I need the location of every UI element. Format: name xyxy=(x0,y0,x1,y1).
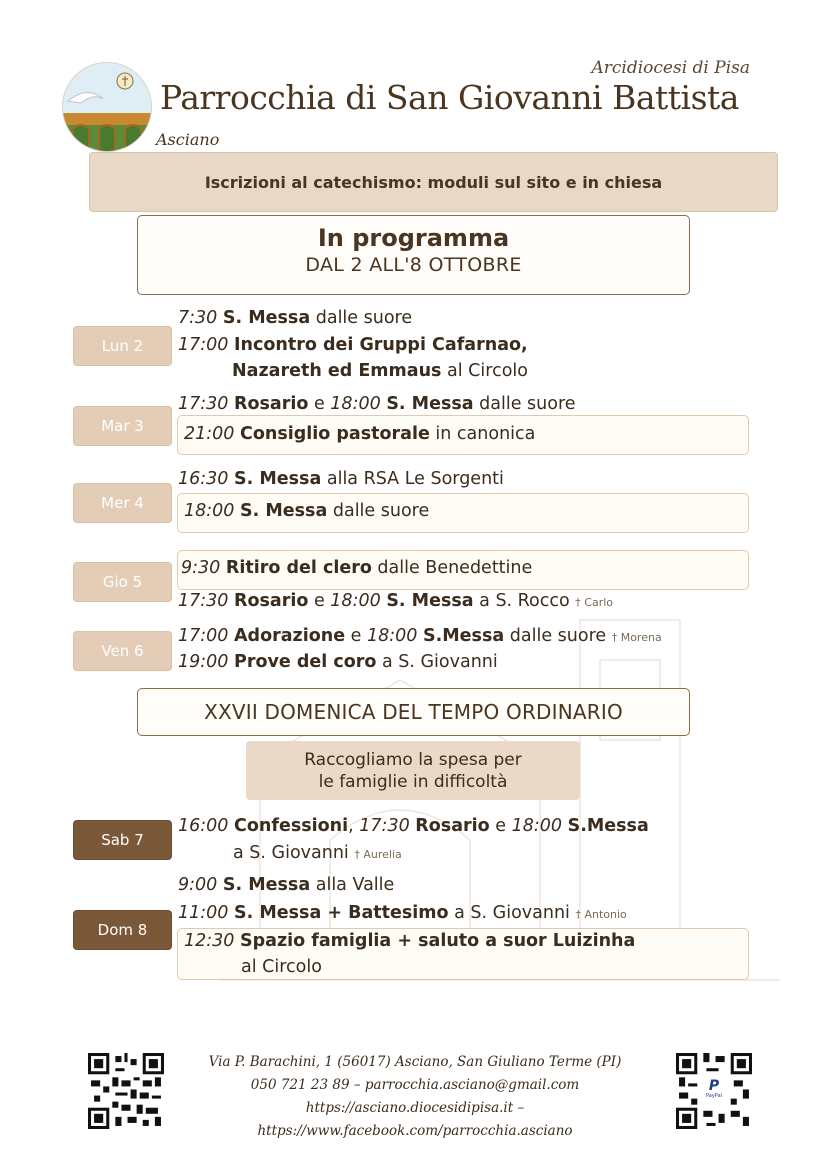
catechism-banner xyxy=(89,152,778,212)
event-name: S. Messa xyxy=(234,469,322,489)
event-line xyxy=(181,558,532,578)
day-tag-saturday: Sab 7 xyxy=(73,820,172,860)
event-time: 17:00 xyxy=(178,626,229,646)
event-name: Ritiro del clero xyxy=(225,558,372,578)
event-line xyxy=(178,335,528,355)
day-tag-friday: Ven 6 xyxy=(73,631,172,671)
event-time: 18:00 xyxy=(184,501,235,521)
event-line xyxy=(178,469,504,489)
event-name: Rosario xyxy=(234,591,309,611)
event-name: S. Messa xyxy=(386,591,474,611)
day-tag-tuesday: Mar 3 xyxy=(73,406,172,446)
event-place: dalle suore xyxy=(310,308,413,328)
parish-logo xyxy=(62,62,152,152)
event-line xyxy=(178,903,627,923)
event-place: dalle Benedettine xyxy=(371,558,533,578)
paypal-icon: P PayPal xyxy=(703,1080,725,1102)
event-name: S. Messa xyxy=(222,875,311,895)
event-line xyxy=(241,957,322,977)
event-name: S.Messa xyxy=(423,626,505,646)
program-header xyxy=(137,215,690,295)
event-line xyxy=(178,626,662,646)
event-place: in canonica xyxy=(429,424,536,444)
event-place: alla Valle xyxy=(310,875,395,895)
parish-title: Parrocchia di San Giovanni Battista xyxy=(160,78,739,117)
event-time: 18:00 xyxy=(330,591,381,611)
event-name: Adorazione xyxy=(234,626,346,646)
event-name: S. Messa xyxy=(386,394,474,414)
collect-line-2: le famiglie in difficoltà xyxy=(318,772,508,792)
event-place: dalle suore xyxy=(327,501,430,521)
event-line xyxy=(178,816,649,836)
day-tag-monday: Lun 2 xyxy=(73,326,172,366)
event-connector: e xyxy=(489,816,512,836)
event-line xyxy=(184,424,535,444)
event-time: 17:30 xyxy=(178,591,229,611)
event-name: S.Messa xyxy=(567,816,649,836)
event-time: 7:30 xyxy=(178,308,218,328)
event-name: S. Messa + Battesimo xyxy=(234,903,449,923)
town-name: Asciano xyxy=(156,130,220,149)
event-connector: e xyxy=(308,591,331,611)
event-connector: e xyxy=(308,394,331,414)
event-connector: e xyxy=(345,626,367,646)
event-line xyxy=(184,931,635,951)
collect-line-1: Raccogliamo la spesa per xyxy=(304,750,522,770)
event-place: al Circolo xyxy=(441,361,528,381)
phone-email-line: 050 721 23 89 – parrocchia.asciano@gmail.com xyxy=(250,1077,580,1093)
contact-info xyxy=(180,1051,650,1143)
event-time: 12:30 xyxy=(184,931,235,951)
paypal-label: PayPal xyxy=(705,1093,723,1099)
event-line xyxy=(178,875,394,895)
event-place: a S. Giovanni xyxy=(376,652,498,672)
event-line xyxy=(178,591,613,611)
event-line xyxy=(178,652,498,672)
event-time: 17:00 xyxy=(178,335,229,355)
event-time: 16:30 xyxy=(178,469,229,489)
event-place: a S. Rocco xyxy=(473,591,576,611)
program-dates: DAL 2 ALL'8 OTTOBRE xyxy=(305,254,522,276)
event-time: 9:30 xyxy=(181,558,221,578)
event-time: 18:00 xyxy=(511,816,563,836)
website-qr-code xyxy=(88,1053,164,1129)
event-place: dalle suore xyxy=(504,626,612,646)
event-line xyxy=(232,361,528,381)
banner-text: Iscrizioni al catechismo: moduli sul sito e in chiesa xyxy=(204,172,663,192)
day-tag-sunday: Dom 8 xyxy=(73,910,172,950)
event-name: Incontro dei Gruppi Cafarnao, xyxy=(234,335,528,355)
event-time: 11:00 xyxy=(178,903,229,923)
event-place: alla RSA Le Sorgenti xyxy=(321,469,504,489)
event-line xyxy=(233,843,402,863)
sunday-title: XXVII DOMENICA DEL TEMPO ORDINARIO xyxy=(137,688,690,736)
event-place: dalle suore xyxy=(473,394,576,414)
event-name: Consiglio pastorale xyxy=(240,424,430,444)
memorial-note: † Morena xyxy=(611,631,662,644)
event-time: 18:00 xyxy=(330,394,381,414)
event-line xyxy=(178,308,412,328)
day-tag-thursday: Gio 5 xyxy=(73,562,172,602)
event-place: a S. Giovanni xyxy=(448,903,576,923)
event-name: Rosario xyxy=(234,394,309,414)
event-time: 19:00 xyxy=(178,652,229,672)
event-place: al Circolo xyxy=(241,957,322,977)
web-links-line[interactable]: https://asciano.diocesidipisa.it – https://www.facebook.com/parrocchia.asciano xyxy=(257,1100,573,1139)
event-name: Spazio famiglia + saluto a suor Luizinha xyxy=(240,931,636,951)
program-title: In programma xyxy=(317,224,510,252)
event-line xyxy=(184,501,429,521)
event-time: 16:00 xyxy=(178,816,229,836)
event-line xyxy=(178,394,576,414)
memorial-note: † Aurelia xyxy=(354,848,402,861)
event-place: a S. Giovanni xyxy=(233,843,355,863)
diocese-name: Arcidiocesi di Pisa xyxy=(591,58,750,78)
day-tag-wednesday: Mer 4 xyxy=(73,483,172,523)
event-name: S. Messa xyxy=(222,308,311,328)
event-time: 17:30 xyxy=(359,816,410,836)
event-name: Nazareth ed Emmaus xyxy=(232,361,442,381)
event-name: Prove del coro xyxy=(234,652,377,672)
event-name: S. Messa xyxy=(240,501,328,521)
event-name: Rosario xyxy=(415,816,490,836)
food-collection-notice xyxy=(246,741,580,800)
event-name: Confessioni xyxy=(234,816,349,836)
memorial-note: † Antonio xyxy=(575,908,627,921)
event-connector: , xyxy=(348,816,360,836)
memorial-note: † Carlo xyxy=(575,596,614,609)
event-time: 21:00 xyxy=(184,424,235,444)
event-time: 9:00 xyxy=(178,875,218,895)
address-line: Via P. Barachini, 1 (56017) Asciano, San Giuliano Terme (PI) xyxy=(208,1054,622,1070)
event-time: 18:00 xyxy=(367,626,418,646)
event-time: 17:30 xyxy=(178,394,229,414)
